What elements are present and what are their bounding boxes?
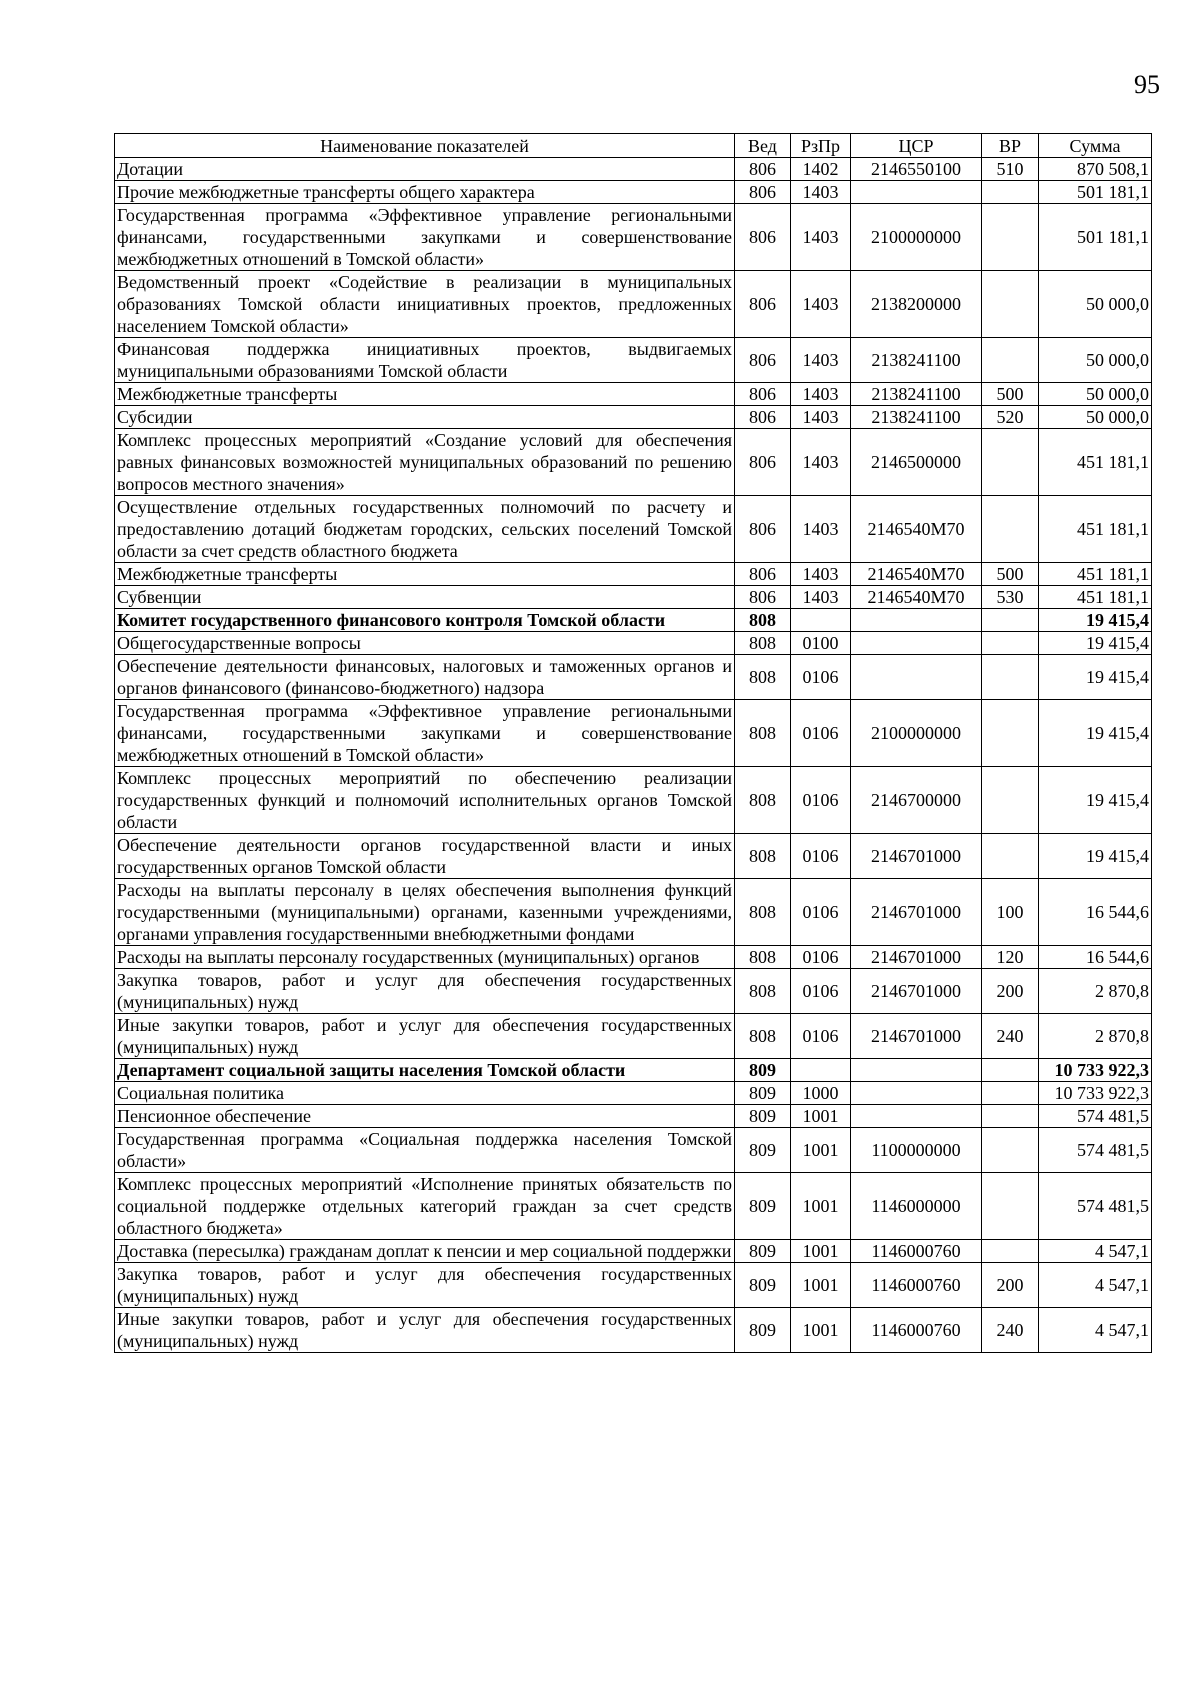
cell-name: Иные закупки товаров, работ и услуг для обеспечения государственных (муниципальных) нужд xyxy=(115,1014,735,1059)
cell-sum: 16 544,6 xyxy=(1039,946,1152,969)
cell-rzpr: 1001 xyxy=(791,1263,851,1308)
cell-csr: 1146000760 xyxy=(851,1308,982,1353)
cell-vr: 100 xyxy=(982,879,1039,946)
cell-name: Комплекс процессных мероприятий «Исполнение принятых обязательств по социальной поддержке отдельных категорий граждан за счет средств областного бюджета» xyxy=(115,1173,735,1240)
cell-rzpr: 1403 xyxy=(791,429,851,496)
cell-sum: 501 181,1 xyxy=(1039,181,1152,204)
cell-rzpr: 1403 xyxy=(791,271,851,338)
table-row xyxy=(115,969,1152,1014)
cell-vr: 500 xyxy=(982,563,1039,586)
table-row xyxy=(115,406,1152,429)
table-row xyxy=(115,181,1152,204)
cell-name: Комплекс процессных мероприятий по обеспечению реализации государственных функций и полномочий исполнительных органов Томской области xyxy=(115,767,735,834)
cell-vr xyxy=(982,429,1039,496)
cell-ved: 808 xyxy=(735,609,791,632)
cell-vr xyxy=(982,496,1039,563)
cell-sum: 451 181,1 xyxy=(1039,563,1152,586)
cell-rzpr: 1403 xyxy=(791,338,851,383)
cell-name: Финансовая поддержка инициативных проектов, выдвигаемых муниципальными образованиями Томской области xyxy=(115,338,735,383)
cell-csr: 2146540М70 xyxy=(851,496,982,563)
cell-rzpr: 1403 xyxy=(791,406,851,429)
table-row xyxy=(115,586,1152,609)
cell-ved: 809 xyxy=(735,1128,791,1173)
cell-name: Дотации xyxy=(115,158,735,181)
cell-ved: 806 xyxy=(735,204,791,271)
cell-sum: 574 481,5 xyxy=(1039,1128,1152,1173)
cell-ved: 806 xyxy=(735,338,791,383)
cell-csr: 2138241100 xyxy=(851,383,982,406)
table-row xyxy=(115,1105,1152,1128)
cell-rzpr xyxy=(791,609,851,632)
cell-csr: 1146000000 xyxy=(851,1173,982,1240)
table-header-row xyxy=(115,134,1152,158)
cell-name: Доставка (пересылка) гражданам доплат к пенсии и мер социальной поддержки xyxy=(115,1240,735,1263)
header-name: Наименование показателей xyxy=(115,134,735,158)
cell-vr xyxy=(982,338,1039,383)
cell-sum: 451 181,1 xyxy=(1039,496,1152,563)
cell-ved: 806 xyxy=(735,586,791,609)
cell-vr xyxy=(982,834,1039,879)
cell-ved: 808 xyxy=(735,946,791,969)
table-row xyxy=(115,1173,1152,1240)
cell-vr xyxy=(982,1240,1039,1263)
cell-sum: 870 508,1 xyxy=(1039,158,1152,181)
cell-name: Расходы на выплаты персоналу в целях обеспечения выполнения функций государственными (муниципальными) органами, казенными учреждениями, органами управления государственными внебюджетными фондами xyxy=(115,879,735,946)
cell-sum: 2 870,8 xyxy=(1039,1014,1152,1059)
cell-csr: 2146701000 xyxy=(851,1014,982,1059)
cell-ved: 806 xyxy=(735,158,791,181)
table-row xyxy=(115,383,1152,406)
cell-csr xyxy=(851,1059,982,1082)
cell-csr xyxy=(851,655,982,700)
cell-rzpr: 1000 xyxy=(791,1082,851,1105)
cell-rzpr: 1001 xyxy=(791,1240,851,1263)
header-sum: Сумма xyxy=(1039,134,1152,158)
cell-sum: 50 000,0 xyxy=(1039,383,1152,406)
table-row xyxy=(115,655,1152,700)
cell-csr: 1146000760 xyxy=(851,1263,982,1308)
cell-csr: 2146701000 xyxy=(851,879,982,946)
table-row xyxy=(115,496,1152,563)
cell-name: Закупка товаров, работ и услуг для обеспечения государственных (муниципальных) нужд xyxy=(115,969,735,1014)
cell-sum: 4 547,1 xyxy=(1039,1240,1152,1263)
cell-ved: 808 xyxy=(735,969,791,1014)
table-row xyxy=(115,158,1152,181)
cell-csr: 2138200000 xyxy=(851,271,982,338)
table-row xyxy=(115,946,1152,969)
table-row xyxy=(115,563,1152,586)
cell-vr: 240 xyxy=(982,1014,1039,1059)
table-body xyxy=(115,158,1152,1353)
cell-name: Расходы на выплаты персоналу государственных (муниципальных) органов xyxy=(115,946,735,969)
cell-name: Государственная программа «Социальная поддержка населения Томской области» xyxy=(115,1128,735,1173)
table-row xyxy=(115,632,1152,655)
cell-rzpr: 1001 xyxy=(791,1308,851,1353)
cell-name: Ведомственный проект «Содействие в реализации в муниципальных образованиях Томской области инициативных проектов, предложенных населением Томской области» xyxy=(115,271,735,338)
cell-ved: 808 xyxy=(735,700,791,767)
cell-vr xyxy=(982,204,1039,271)
cell-name: Обеспечение деятельности органов государственной власти и иных государственных органов Томской области xyxy=(115,834,735,879)
cell-ved: 806 xyxy=(735,271,791,338)
cell-name: Комплекс процессных мероприятий «Создание условий для обеспечения равных финансовых возможностей муниципальных образований по решению вопросов местного значения» xyxy=(115,429,735,496)
cell-name: Субсидии xyxy=(115,406,735,429)
cell-sum: 4 547,1 xyxy=(1039,1308,1152,1353)
header-rzpr: РзПр xyxy=(791,134,851,158)
cell-vr: 200 xyxy=(982,969,1039,1014)
cell-sum: 50 000,0 xyxy=(1039,271,1152,338)
table-row xyxy=(115,879,1152,946)
table-row xyxy=(115,1308,1152,1353)
cell-vr: 120 xyxy=(982,946,1039,969)
cell-name: Субвенции xyxy=(115,586,735,609)
cell-rzpr: 1403 xyxy=(791,181,851,204)
cell-vr xyxy=(982,181,1039,204)
cell-csr: 2100000000 xyxy=(851,204,982,271)
cell-name: Межбюджетные трансферты xyxy=(115,383,735,406)
cell-ved: 808 xyxy=(735,632,791,655)
cell-csr xyxy=(851,609,982,632)
cell-sum: 451 181,1 xyxy=(1039,586,1152,609)
cell-ved: 809 xyxy=(735,1059,791,1082)
cell-sum: 50 000,0 xyxy=(1039,406,1152,429)
cell-rzpr: 1001 xyxy=(791,1128,851,1173)
cell-csr: 2146540М70 xyxy=(851,563,982,586)
cell-rzpr: 0106 xyxy=(791,767,851,834)
cell-csr xyxy=(851,181,982,204)
cell-name: Обеспечение деятельности финансовых, налоговых и таможенных органов и органов финансового (финансово-бюджетного) надзора xyxy=(115,655,735,700)
cell-vr xyxy=(982,1082,1039,1105)
cell-csr: 1100000000 xyxy=(851,1128,982,1173)
cell-ved: 806 xyxy=(735,181,791,204)
cell-rzpr: 1403 xyxy=(791,586,851,609)
header-ved: Вед xyxy=(735,134,791,158)
cell-csr: 2146700000 xyxy=(851,767,982,834)
cell-sum: 19 415,4 xyxy=(1039,609,1152,632)
cell-rzpr: 1403 xyxy=(791,496,851,563)
cell-csr: 2100000000 xyxy=(851,700,982,767)
cell-ved: 809 xyxy=(735,1240,791,1263)
header-csr: ЦСР xyxy=(851,134,982,158)
cell-rzpr: 1403 xyxy=(791,563,851,586)
cell-vr xyxy=(982,700,1039,767)
budget-table xyxy=(114,133,1152,1353)
cell-vr: 510 xyxy=(982,158,1039,181)
cell-vr xyxy=(982,1173,1039,1240)
cell-sum: 19 415,4 xyxy=(1039,767,1152,834)
cell-rzpr: 1403 xyxy=(791,383,851,406)
table-row xyxy=(115,1128,1152,1173)
cell-csr: 2146701000 xyxy=(851,946,982,969)
cell-ved: 809 xyxy=(735,1173,791,1240)
cell-csr: 2146701000 xyxy=(851,834,982,879)
cell-name: Общегосударственные вопросы xyxy=(115,632,735,655)
cell-rzpr: 0106 xyxy=(791,1014,851,1059)
cell-rzpr: 0100 xyxy=(791,632,851,655)
cell-name: Осуществление отдельных государственных полномочий по расчету и предоставлению дотаций бюджетам городских, сельских поселений Томской области за счет средств областного бюджета xyxy=(115,496,735,563)
cell-csr: 1146000760 xyxy=(851,1240,982,1263)
cell-ved: 806 xyxy=(735,406,791,429)
cell-name: Социальная политика xyxy=(115,1082,735,1105)
table-row xyxy=(115,609,1152,632)
cell-rzpr: 1402 xyxy=(791,158,851,181)
cell-csr: 2138241100 xyxy=(851,338,982,383)
cell-rzpr: 0106 xyxy=(791,879,851,946)
table-row xyxy=(115,1014,1152,1059)
cell-csr xyxy=(851,1082,982,1105)
cell-name: Пенсионное обеспечение xyxy=(115,1105,735,1128)
cell-ved: 806 xyxy=(735,429,791,496)
cell-rzpr: 0106 xyxy=(791,969,851,1014)
cell-name: Закупка товаров, работ и услуг для обеспечения государственных (муниципальных) нужд xyxy=(115,1263,735,1308)
table-row xyxy=(115,834,1152,879)
cell-sum: 19 415,4 xyxy=(1039,834,1152,879)
cell-csr xyxy=(851,1105,982,1128)
cell-csr: 2146540М70 xyxy=(851,586,982,609)
cell-vr xyxy=(982,632,1039,655)
table-row xyxy=(115,1263,1152,1308)
cell-rzpr: 0106 xyxy=(791,946,851,969)
cell-rzpr xyxy=(791,1059,851,1082)
cell-vr: 520 xyxy=(982,406,1039,429)
cell-sum: 574 481,5 xyxy=(1039,1173,1152,1240)
cell-ved: 808 xyxy=(735,879,791,946)
cell-ved: 806 xyxy=(735,563,791,586)
cell-vr xyxy=(982,767,1039,834)
table-row xyxy=(115,338,1152,383)
cell-vr xyxy=(982,1128,1039,1173)
cell-vr: 240 xyxy=(982,1308,1039,1353)
cell-vr: 500 xyxy=(982,383,1039,406)
cell-csr: 2146550100 xyxy=(851,158,982,181)
table-row xyxy=(115,429,1152,496)
cell-ved: 806 xyxy=(735,383,791,406)
cell-csr xyxy=(851,632,982,655)
cell-csr: 2146500000 xyxy=(851,429,982,496)
cell-sum: 574 481,5 xyxy=(1039,1105,1152,1128)
table-row xyxy=(115,700,1152,767)
cell-sum: 4 547,1 xyxy=(1039,1263,1152,1308)
cell-ved: 809 xyxy=(735,1263,791,1308)
table-row xyxy=(115,1240,1152,1263)
cell-sum: 10 733 922,3 xyxy=(1039,1082,1152,1105)
table-row xyxy=(115,271,1152,338)
cell-name: Департамент социальной защиты населения Томской области xyxy=(115,1059,735,1082)
cell-name: Государственная программа «Эффективное управление региональными финансами, государственными закупками и совершенствование межбюджетных отношений в Томской области» xyxy=(115,700,735,767)
table-row xyxy=(115,767,1152,834)
cell-sum: 10 733 922,3 xyxy=(1039,1059,1152,1082)
cell-vr xyxy=(982,655,1039,700)
cell-sum: 19 415,4 xyxy=(1039,700,1152,767)
cell-sum: 19 415,4 xyxy=(1039,655,1152,700)
cell-vr xyxy=(982,1059,1039,1082)
cell-name: Прочие межбюджетные трансферты общего характера xyxy=(115,181,735,204)
cell-ved: 808 xyxy=(735,767,791,834)
page-number: 95 xyxy=(1134,70,1160,99)
cell-sum: 451 181,1 xyxy=(1039,429,1152,496)
cell-ved: 809 xyxy=(735,1308,791,1353)
cell-name: Иные закупки товаров, работ и услуг для обеспечения государственных (муниципальных) нужд xyxy=(115,1308,735,1353)
cell-csr: 2138241100 xyxy=(851,406,982,429)
table-row xyxy=(115,1082,1152,1105)
table-row xyxy=(115,204,1152,271)
cell-rzpr: 1001 xyxy=(791,1105,851,1128)
cell-ved: 809 xyxy=(735,1082,791,1105)
cell-rzpr: 0106 xyxy=(791,700,851,767)
cell-vr: 530 xyxy=(982,586,1039,609)
cell-rzpr: 0106 xyxy=(791,655,851,700)
header-vr: ВР xyxy=(982,134,1039,158)
cell-name: Государственная программа «Эффективное управление региональными финансами, государственными закупками и совершенствование межбюджетных отношений в Томской области» xyxy=(115,204,735,271)
cell-rzpr: 0106 xyxy=(791,834,851,879)
cell-ved: 808 xyxy=(735,834,791,879)
cell-ved: 806 xyxy=(735,496,791,563)
cell-sum: 501 181,1 xyxy=(1039,204,1152,271)
cell-csr: 2146701000 xyxy=(851,969,982,1014)
cell-sum: 2 870,8 xyxy=(1039,969,1152,1014)
cell-vr xyxy=(982,609,1039,632)
cell-sum: 50 000,0 xyxy=(1039,338,1152,383)
cell-ved: 809 xyxy=(735,1105,791,1128)
cell-name: Межбюджетные трансферты xyxy=(115,563,735,586)
cell-rzpr: 1403 xyxy=(791,204,851,271)
cell-sum: 16 544,6 xyxy=(1039,879,1152,946)
cell-vr xyxy=(982,1105,1039,1128)
table-row xyxy=(115,1059,1152,1082)
cell-sum: 19 415,4 xyxy=(1039,632,1152,655)
cell-rzpr: 1001 xyxy=(791,1173,851,1240)
cell-ved: 808 xyxy=(735,655,791,700)
cell-name: Комитет государственного финансового контроля Томской области xyxy=(115,609,735,632)
cell-vr: 200 xyxy=(982,1263,1039,1308)
cell-ved: 808 xyxy=(735,1014,791,1059)
cell-vr xyxy=(982,271,1039,338)
